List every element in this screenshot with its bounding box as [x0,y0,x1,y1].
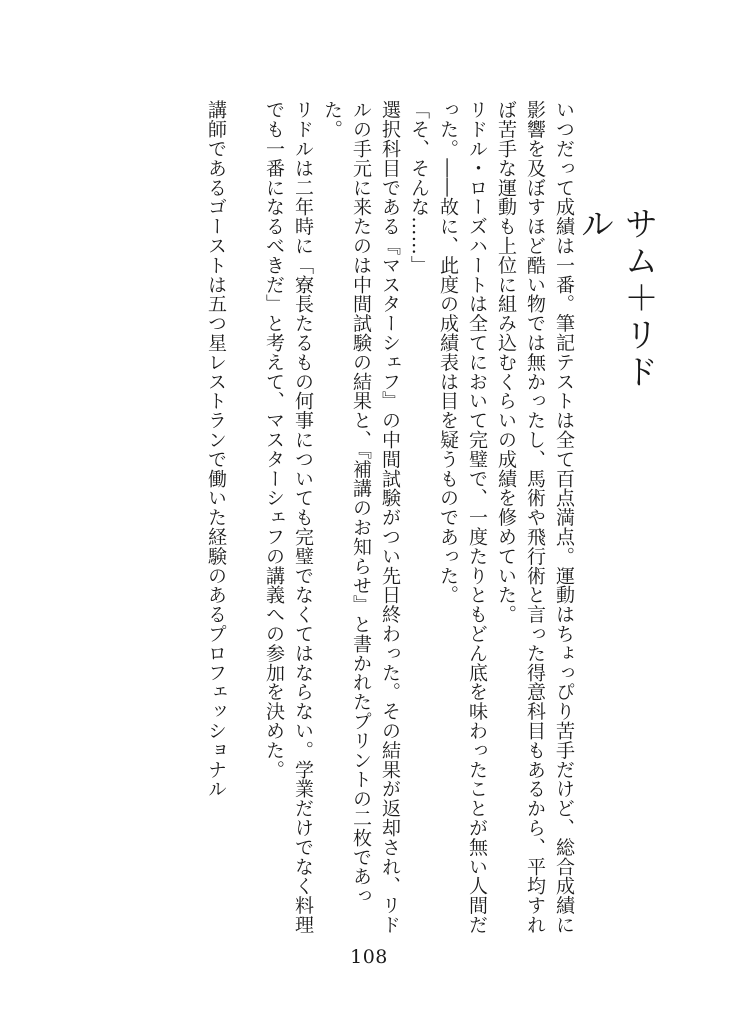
paragraph: 選択科目である『マスターシェフ』の中間試験がつい先日終わった。その結果が返却され、リドルの手元に来たのは中間試験の結果と、『補講のお知らせ』と書かれたプリントの二枚であった。 [321,100,401,935]
body-text [158,100,578,940]
paragraph: いつだって成績は一番。筆記テストは全て百点満点。運動はちょっぴり苦手だけど、総合成績に影響を及ぼすほど酷い物では無かったし、馬術や飛行術と言った得意科目もあるから、平均すれば苦手な運動も上位に組み込むくらいの成績を修めていた。 [495,100,575,935]
paragraph: 「そ、そんな……」 [408,100,430,275]
chapter-title: サム＋リドル [574,206,658,391]
paragraph: リドル・ローズハートは全てにおいて完璧で、一度たりともどん底を味わったことが無い人間だった。――故に、此度の成績表は目を疑うものであった。 [437,100,488,935]
paragraph: リドルは二年時に「寮長たるもの何事についても完璧でなくてはならない。学業だけでなく料理でも一番になるべきだ」と考えて、マスターシェフの講義への参加を決めた。 [263,100,314,935]
page-number: 108 [350,946,388,968]
paragraph: 講師であるゴーストは五つ星レストランで働いた経験のあるプロフェッショナル [205,100,227,799]
